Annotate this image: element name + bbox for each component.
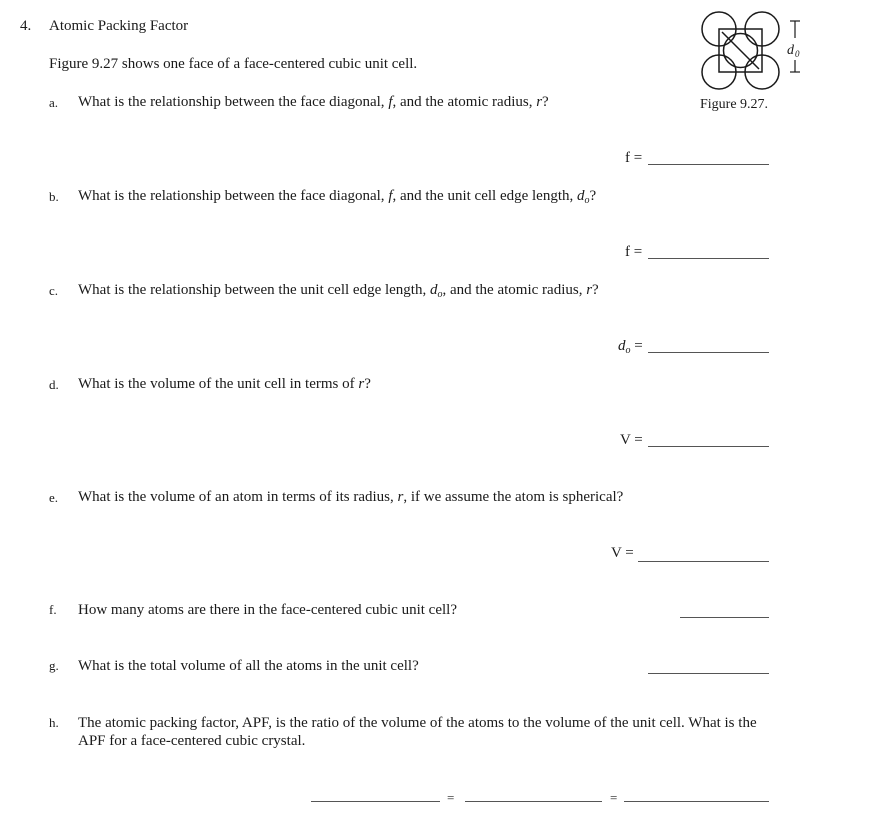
apf-result-blank[interactable] <box>624 801 769 802</box>
answer-c-label: $d_o$ = <box>618 338 643 356</box>
problem-number: 4. <box>20 18 32 34</box>
question-letter: b. <box>49 189 59 204</box>
apf-expression-blank[interactable] <box>465 801 602 802</box>
figure-caption: Figure 9.27. <box>700 97 769 112</box>
answer-b-blank[interactable] <box>648 258 769 259</box>
question-d-text: What is the volume of the unit cell in terms of r? <box>78 376 371 392</box>
question-b-text: What is the relationship between the face diagonal, f, and the unit cell edge length, $d_o$? <box>78 188 597 206</box>
question-letter: f. <box>49 602 57 617</box>
problem-intro: Figure 9.27 shows one face of a face-centered cubic unit cell. <box>49 56 418 72</box>
answer-f-blank[interactable] <box>680 617 769 618</box>
question-letter: e. <box>49 490 59 505</box>
question-g-text: What is the total volume of all the atoms in the unit cell? <box>78 658 419 674</box>
problem-title: Atomic Packing Factor <box>49 18 189 34</box>
apf-equals-1: = <box>447 790 455 805</box>
question-letter: d. <box>49 377 59 392</box>
question-letter: c. <box>49 283 59 298</box>
answer-b-label: f = <box>625 244 643 260</box>
question-a-text: What is the relationship between the face diagonal, f, and the atomic radius, r? <box>78 94 549 110</box>
answer-d-label: V = <box>620 432 643 448</box>
answer-e-blank[interactable] <box>638 561 769 562</box>
question-letter: g. <box>49 658 59 673</box>
face-diagonal <box>722 32 759 69</box>
question-f-text: How many atoms are there in the face-centered cubic unit cell? <box>78 602 457 618</box>
answer-g-blank[interactable] <box>648 673 769 674</box>
answer-e-label: V = <box>611 545 634 561</box>
question-letter: a. <box>49 95 59 110</box>
apf-numerator-blank[interactable] <box>311 801 440 802</box>
answer-a-blank[interactable] <box>648 164 769 165</box>
edge-length-sub: 0 <box>795 49 800 59</box>
question-h-text: The atomic packing factor, APF, is the ratio of the volume of the atoms to the volume of the unit cell. What is the APF for a face-centered cubic crystal. <box>78 715 757 749</box>
answer-a-label: f = <box>625 150 643 166</box>
question-letter: h. <box>49 715 59 730</box>
edge-length-label: d <box>787 43 794 58</box>
answer-d-blank[interactable] <box>648 446 769 447</box>
apf-equals-2: = <box>610 790 618 805</box>
question-c-text: What is the relationship between the unit cell edge length, $d_o$, and the atomic radius, r? <box>78 282 599 300</box>
answer-c-blank[interactable] <box>648 352 769 353</box>
question-e-text: What is the volume of an atom in terms of its radius, r, if we assume the atom is spherical? <box>78 489 624 505</box>
fcc-face-figure <box>698 8 810 96</box>
